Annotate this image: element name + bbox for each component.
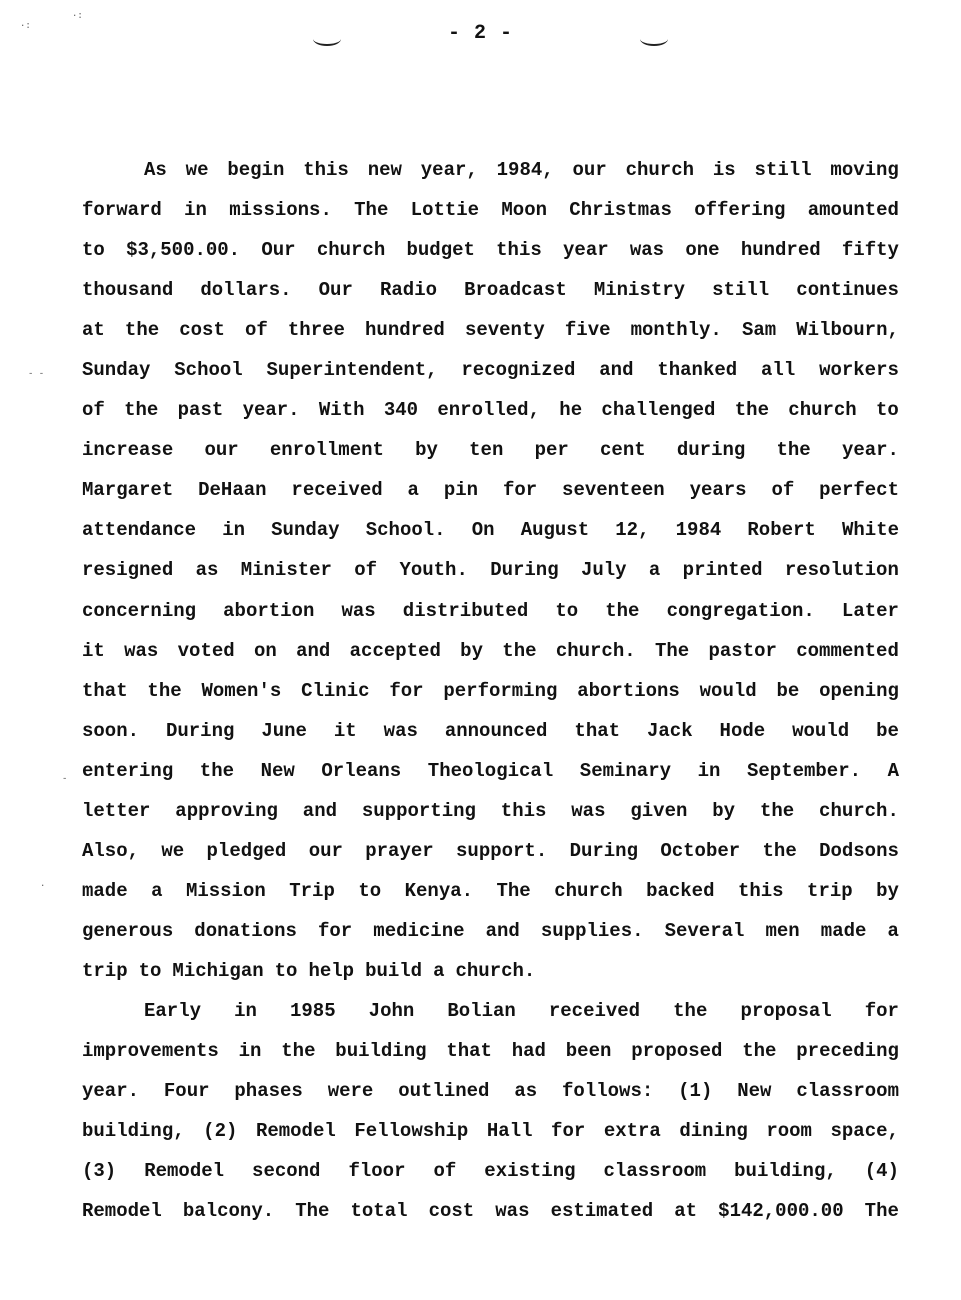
text-line: forward in missions. The Lottie Moon Christmas offering amounted: [82, 199, 899, 222]
text-line: that the Women's Clinic for performing abortions would be opening: [82, 679, 899, 702]
text-line: Early in 1985 John Bolian received the proposal for: [144, 1000, 899, 1022]
text-line: made a Mission Trip to Kenya. The church backed this trip by: [82, 879, 899, 902]
text-line: thousand dollars. Our Radio Broadcast Ministry still continues: [82, 279, 899, 302]
text-line: attendance in Sunday School. On August 12, 1984 Robert White: [82, 519, 899, 542]
text-line: resigned as Minister of Youth. During July a printed resolution: [82, 559, 899, 582]
text-line: it was voted on and accepted by the church. The pastor commented: [82, 639, 899, 662]
scan-speck: ·:: [72, 11, 83, 21]
scan-speck: -: [62, 774, 68, 784]
punch-hole-mark-right: [640, 32, 668, 46]
text-line: of the past year. With 340 enrolled, he challenged the church to: [82, 399, 899, 422]
text-line: building, (2) Remodel Fellowship Hall for extra dining room space,: [82, 1120, 899, 1143]
text-line: soon. During June it was announced that Jack Hode would be: [82, 719, 899, 742]
text-line: increase our enrollment by ten per cent during the year.: [82, 439, 899, 462]
scan-speck: - -: [28, 369, 45, 379]
text-line: to $3,500.00. Our church budget this year was one hundred fifty: [82, 239, 899, 262]
scan-speck: .: [40, 879, 46, 889]
text-line: Sunday School Superintendent, recognized and thanked all workers: [82, 359, 899, 382]
text-line: Remodel balcony. The total cost was estimated at $142,000.00 The: [82, 1200, 899, 1223]
body-text: [82, 150, 899, 1231]
text-line: (3) Remodel second floor of existing classroom building, (4): [82, 1160, 899, 1183]
text-line: trip to Michigan to help build a church.: [82, 959, 536, 982]
text-line: year. Four phases were outlined as follows: (1) New classroom: [82, 1080, 899, 1103]
text-line: letter approving and supporting this was given by the church.: [82, 799, 899, 822]
text-line: generous donations for medicine and supplies. Several men made a: [82, 919, 899, 942]
text-line: improvements in the building that had been proposed the preceding: [82, 1040, 899, 1063]
text-line: entering the New Orleans Theological Seminary in September. A: [82, 759, 899, 782]
text-line: As we begin this new year, 1984, our church is still moving: [144, 159, 899, 182]
text-line: at the cost of three hundred seventy five monthly. Sam Wilbourn,: [82, 319, 899, 342]
scan-speck: ·:: [20, 21, 31, 31]
page-number: - 2 -: [447, 22, 513, 45]
text-line: concerning abortion was distributed to the congregation. Later: [82, 599, 899, 622]
text-line: Margaret DeHaan received a pin for seventeen years of perfect: [82, 479, 899, 502]
text-line: Also, we pledged our prayer support. During October the Dodsons: [82, 839, 899, 862]
